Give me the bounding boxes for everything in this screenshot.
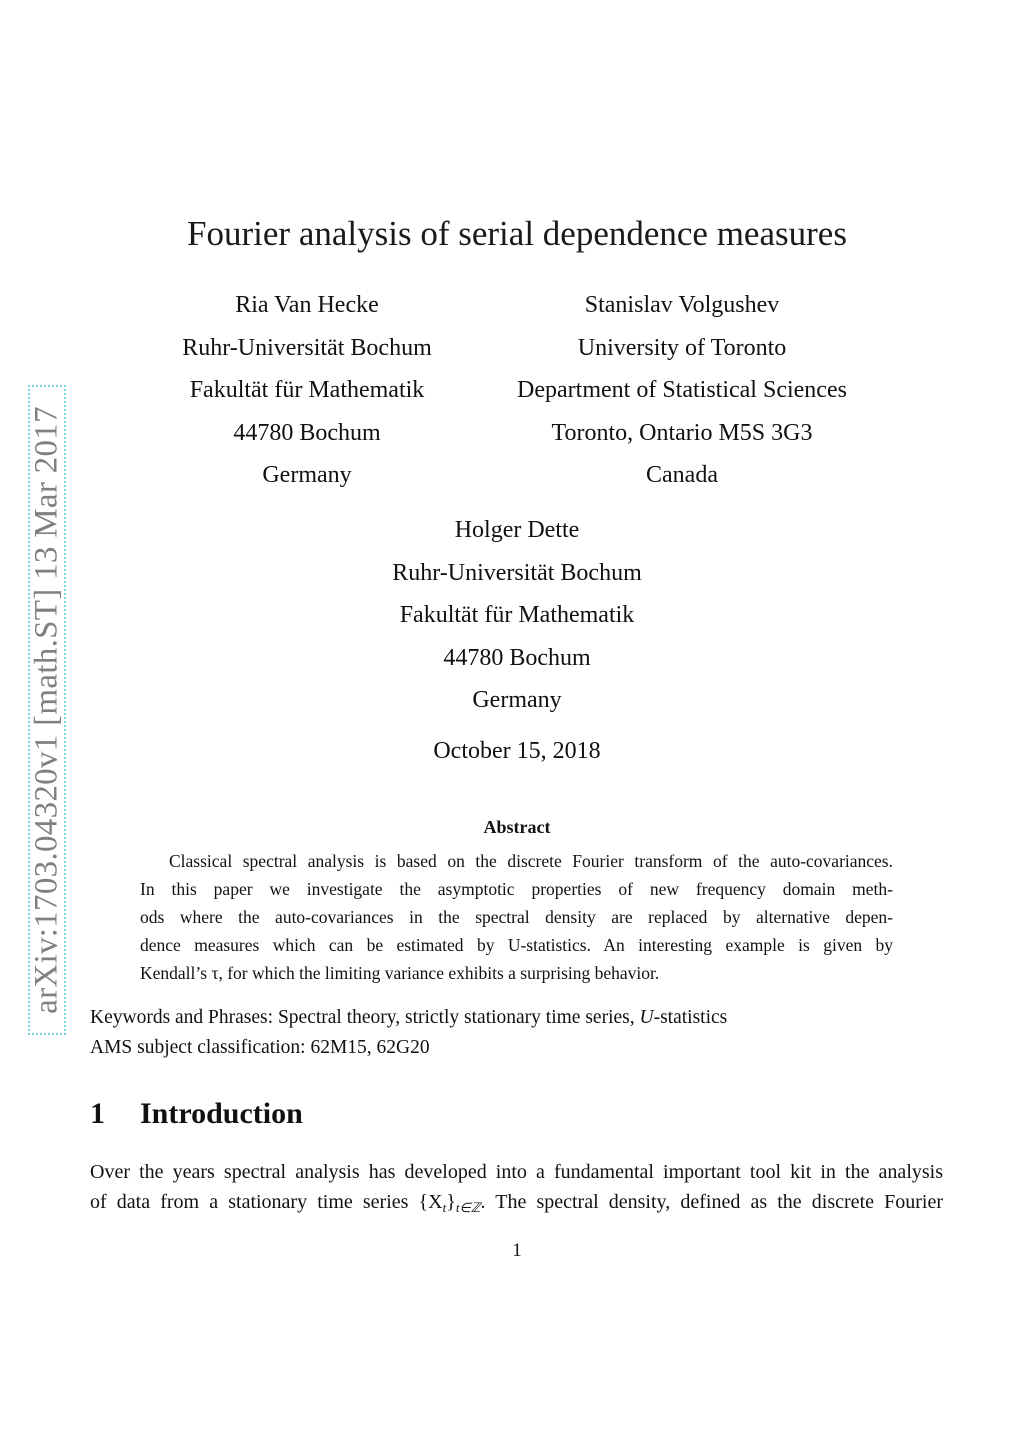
author-affiliation-line: Fakultät für Mathematik: [189, 377, 425, 403]
author-name: Ria Van Hecke: [235, 292, 379, 318]
intro-text: of data from a stationary time series {X: [90, 1191, 443, 1213]
author-affiliation-line: Toronto, Ontario M5S 3G3: [551, 419, 813, 446]
author-block-dette: [317, 509, 717, 722]
abstract-line: Classical spectral analysis is based on the discrete Fourier transform of the auto-covariances.: [169, 851, 893, 871]
section-title: Introduction: [140, 1097, 303, 1130]
intro-paragraph: [90, 1157, 943, 1217]
abstract-line: dence measures which can be estimated by U-statistics. An interesting example is given by: [140, 935, 893, 955]
section-number: 1: [90, 1097, 105, 1130]
keywords-text: Spectral theory, strictly stationary time series,: [277, 1007, 635, 1028]
author-block-volgushev: [482, 284, 882, 497]
keywords-label: Keywords and Phrases:: [90, 1007, 274, 1028]
author-name: Stanislav Volgushev: [584, 292, 780, 318]
subscript-t: t: [442, 1200, 447, 1215]
author-affiliation-line: Germany: [472, 687, 562, 713]
arxiv-identifier: arXiv:1703.04320v1 [math.ST] 13 Mar 2017: [28, 406, 65, 1014]
abstract-body: [140, 847, 893, 987]
author-block-van-hecke: [157, 284, 457, 497]
section-heading: [90, 1097, 303, 1131]
ams-line: [90, 1033, 727, 1063]
page-number: 1: [512, 1240, 522, 1261]
intro-text: . The spectral density, defined as the discrete Fourier: [480, 1191, 944, 1213]
author-affiliation-line: Canada: [646, 462, 718, 488]
author-affiliation-line: Ruhr-Universität Bochum: [392, 559, 642, 586]
author-affiliation-line: 44780 Bochum: [233, 419, 381, 446]
author-affiliation-line: Department of Statistical Sciences: [517, 377, 847, 403]
subscript-index-set: t∈ℤ: [455, 1200, 481, 1215]
intro-line: Over the years spectral analysis has developed into a fundamental important tool kit in the analysis: [90, 1161, 943, 1183]
author-affiliation-line: 44780 Bochum: [443, 644, 591, 671]
ams-label: AMS subject classification:: [90, 1037, 306, 1058]
keywords-line: [90, 1003, 727, 1033]
author-affiliation-line: Fakultät für Mathematik: [399, 602, 635, 628]
abstract-line: Kendall’s τ, for which the limiting variance exhibits a surprising behavior.: [140, 963, 660, 983]
author-affiliation-line: Ruhr-Universität Bochum: [182, 334, 432, 361]
keywords-block: [90, 1003, 727, 1063]
paper-date: October 15, 2018: [433, 738, 601, 764]
intro-text: }: [446, 1191, 456, 1213]
paper-title: Fourier analysis of serial dependence measures: [187, 214, 847, 253]
ams-codes: 62M15, 62G20: [310, 1037, 430, 1058]
intro-line: [90, 1187, 943, 1217]
abstract-line: ods where the auto-covariances in the spectral density are replaced by alternative depen-: [140, 907, 893, 927]
keywords-suffix: -statistics: [653, 1007, 728, 1028]
abstract-line: In this paper we investigate the asymptotic properties of new frequency domain meth-: [140, 879, 893, 899]
abstract-heading: Abstract: [483, 817, 551, 837]
author-affiliation-line: University of Toronto: [577, 334, 787, 361]
author-name: Holger Dette: [454, 517, 580, 543]
author-affiliation-line: Germany: [262, 462, 352, 488]
u-symbol: U: [639, 1007, 654, 1028]
